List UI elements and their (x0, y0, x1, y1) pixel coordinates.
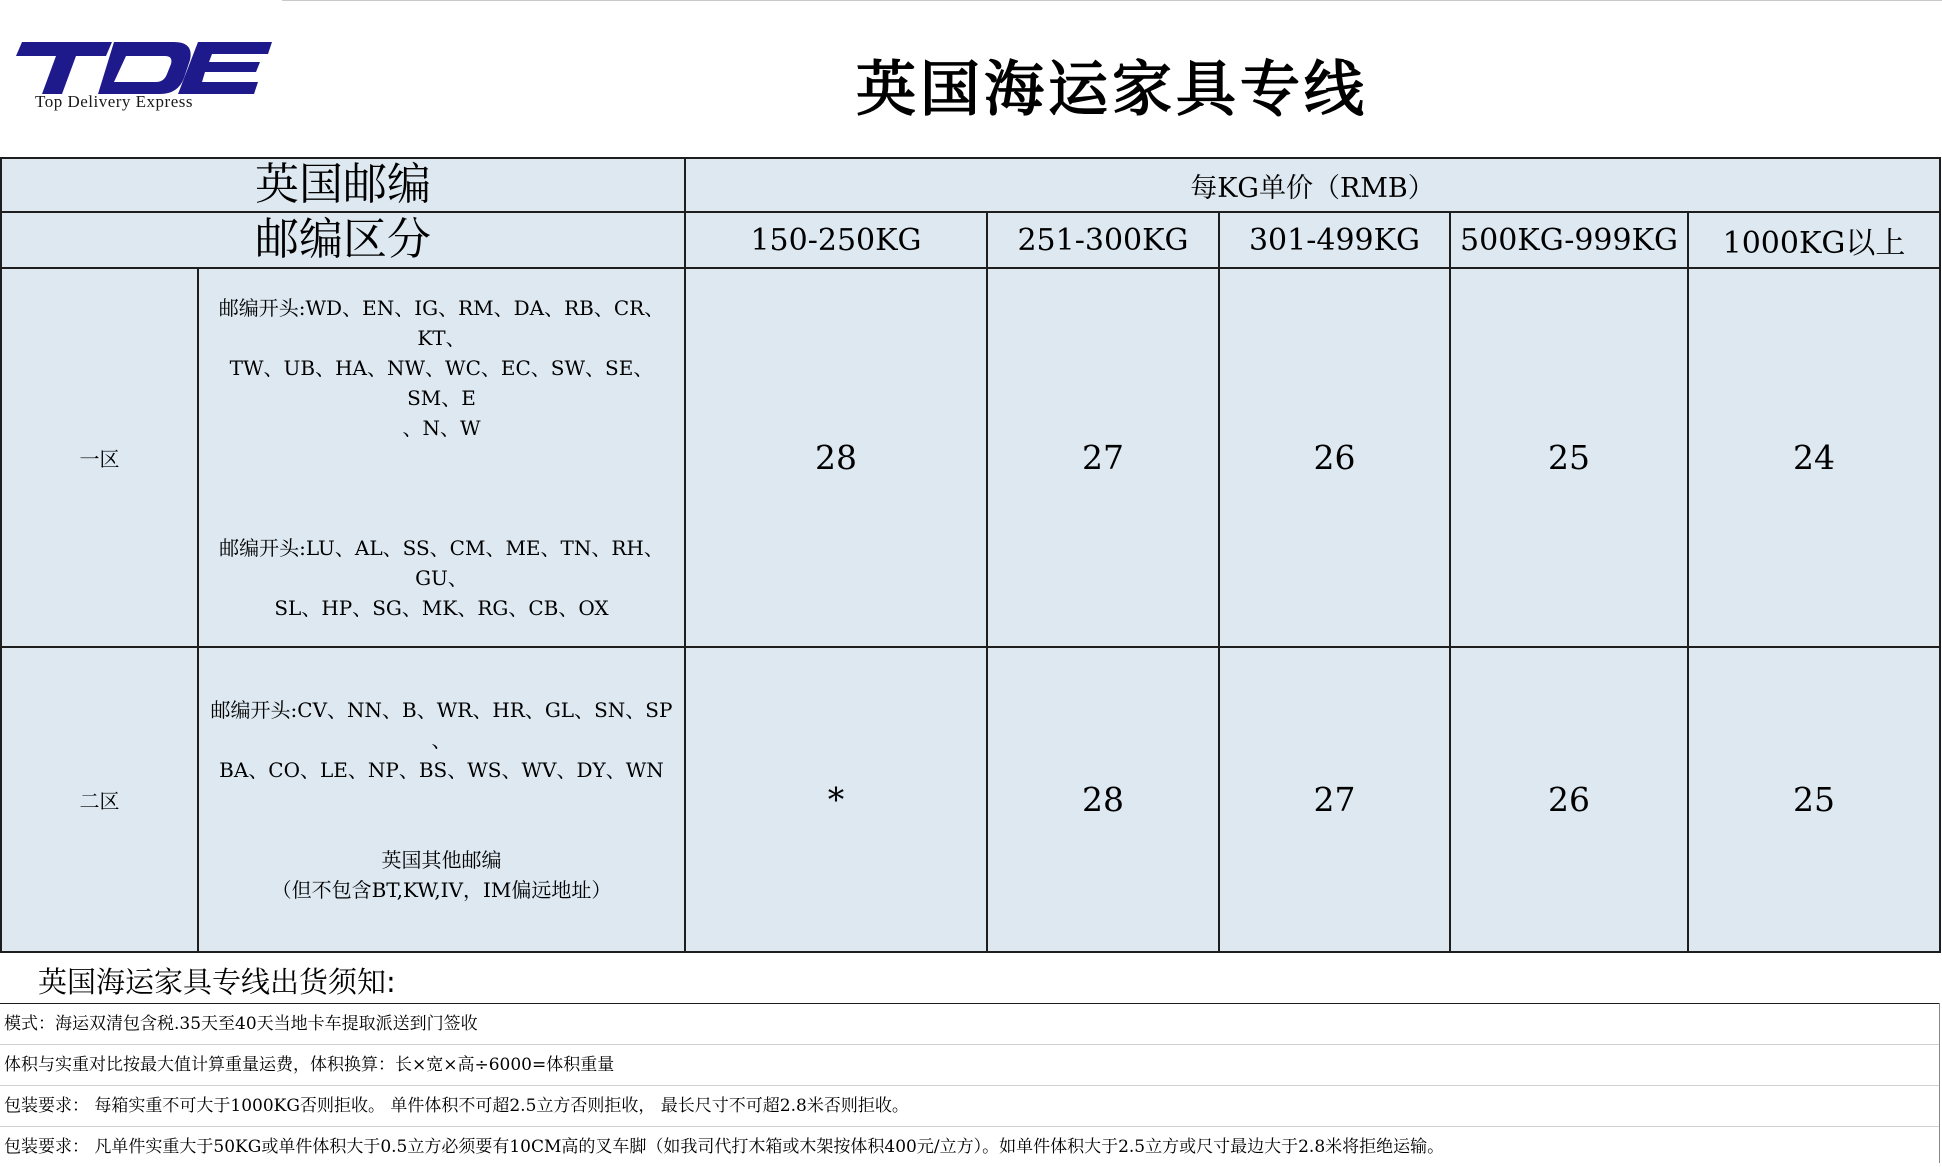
postcode-line: （但不包含BT,KW,IV，IM偏远地址） (271, 877, 612, 902)
header-row-1 (1, 158, 1940, 212)
postcode-line: GU、 (415, 565, 468, 590)
logo-tagline: Top Delivery Express (35, 92, 193, 111)
price-cell: 28 (685, 268, 987, 647)
postcode-line: 邮编开头:WD、EN、IG、RM、DA、RB、CR、 (218, 295, 665, 320)
range-header: 500KG-999KG (1450, 212, 1688, 268)
notes-list (0, 1003, 1940, 1167)
postcode-line: 、 (431, 727, 452, 752)
range-header: 301-499KG (1219, 212, 1450, 268)
notes-border (1939, 1003, 1940, 1163)
price-cell: * (685, 647, 987, 952)
price-cell: 27 (987, 268, 1219, 647)
price-cell: 25 (1688, 647, 1940, 952)
postcode-line: SL、HP、SG、MK、RG、CB、OX (274, 595, 609, 620)
zone-name: 二区 (1, 647, 198, 952)
note-item: 包装要求： 每箱实重不可大于1000KG否则拒收。 单件体积不可超2.5立方否则拒收， 最长尺寸不可超2.8米否则拒收。 (0, 1085, 1940, 1126)
price-cell: 26 (1450, 647, 1688, 952)
note-item: 包装要求： 凡单件实重大于50KG或单件体积大于0.5立方必须要有10CM高的叉车脚（如我司代打木箱或木架按体积400元/立方）。如单件体积大于2.5立方或尺寸最边大于2.8米将拒绝运输。 (0, 1126, 1940, 1167)
price-cell: 27 (1219, 647, 1450, 952)
price-cell: 28 (987, 647, 1219, 952)
header-postcode: 英国邮编 (1, 158, 685, 212)
header-zone: 邮编区分 (1, 212, 685, 268)
zone-row-1 (1, 268, 1940, 647)
note-item: 体积与实重对比按最大值计算重量运费，体积换算：长×宽×高÷6000=体积重量 (0, 1044, 1940, 1085)
top-rule (282, 0, 1942, 1)
range-header: 150-250KG (685, 212, 987, 268)
zone-postcodes (198, 268, 685, 647)
postcode-line: 、N、W (402, 415, 481, 440)
range-header: 251-300KG (987, 212, 1219, 268)
price-cell: 25 (1450, 268, 1688, 647)
header-row-2 (1, 212, 1940, 268)
postcode-line: 英国其他邮编 (381, 847, 502, 872)
postcode-line: 邮编开头:CV、NN、B、WR、HR、GL、SN、SP (210, 697, 673, 722)
zone-row-2 (1, 647, 1940, 952)
note-item: 模式：海运双清包含税.35天至40天当地卡车提取派送到门签收 (0, 1003, 1940, 1044)
postcode-line: BA、CO、LE、NP、BS、WS、WV、DY、WN (219, 757, 664, 782)
notes-title: 英国海运家具专线出货须知: (38, 965, 396, 999)
range-header: 1000KG以上 (1688, 212, 1940, 268)
zone-name: 一区 (1, 268, 198, 647)
postcode-line: TW、UB、HA、NW、WC、EC、SW、SE、SM、E (229, 355, 654, 410)
zone-postcodes (198, 647, 685, 952)
header-price: 每KG单价（RMB） (685, 158, 1940, 212)
postcode-line: 邮编开头:LU、AL、SS、CM、ME、TN、RH、 (219, 535, 664, 560)
price-cell: 24 (1688, 268, 1940, 647)
postcode-line: KT、 (417, 325, 466, 350)
price-cell: 26 (1219, 268, 1450, 647)
page-title: 英国海运家具专线 (856, 55, 1368, 125)
rate-table (0, 157, 1941, 953)
